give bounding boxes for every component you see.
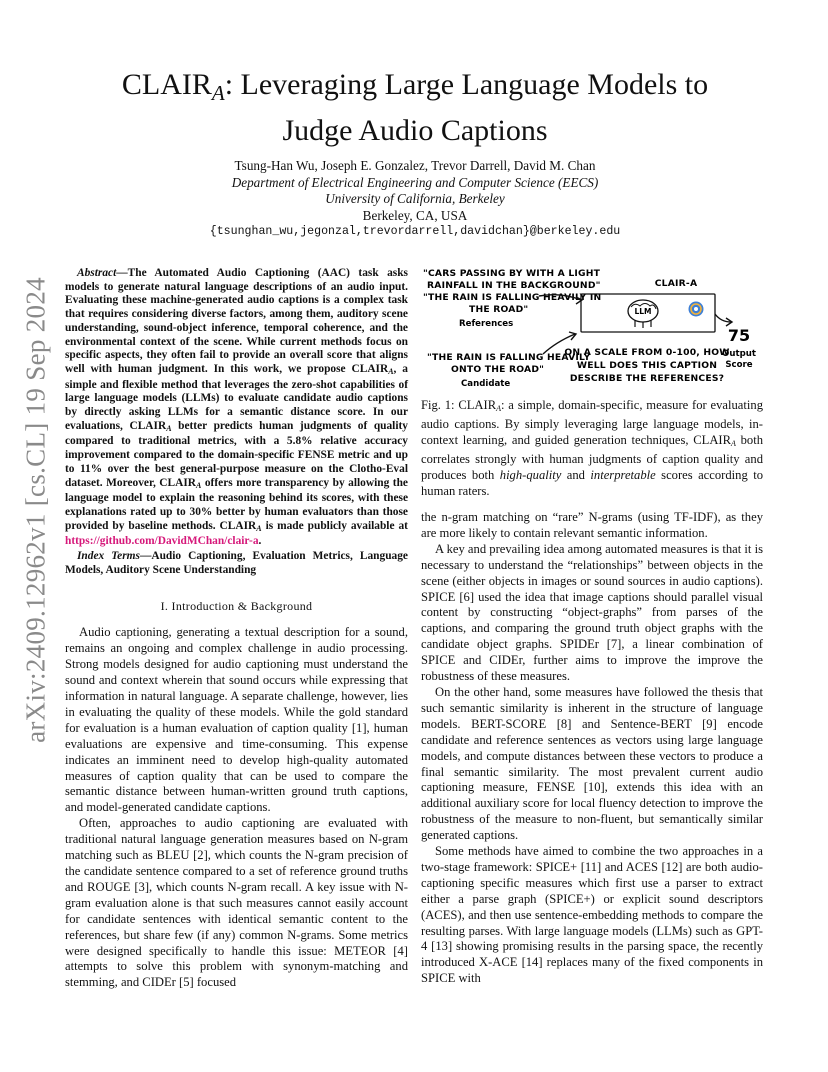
output-label-1: Output (722, 349, 756, 359)
ref-quote-line-3: "THE RAIN IS FALLING HEAVILY IN (423, 292, 602, 303)
right-paragraph-1: the n-gram matching on “rare” N-grams (using TF-IDF), as they are more likely to contain relevant semantic information. (421, 510, 763, 540)
figure-diagram (421, 262, 763, 394)
references-label: References (459, 319, 514, 329)
abstract-text-4: offers more transparency by allowing the language model to explain the reasoning behind its scores, with these explanations rated up to 30% better by human evaluators than those provided by baseline methods. CLAIR (65, 476, 408, 532)
title-line-2: Judge Audio Captions (282, 114, 548, 147)
index-terms-label: Index Terms (77, 550, 140, 563)
cand-quote-line-1: "THE RAIN IS FALLING HEAVILY (427, 352, 591, 363)
caption-text-2: both correlates strongly with human judgments of caption quality and produces both (421, 432, 764, 482)
clair-box-title: CLAIR-A (654, 278, 698, 289)
candidate-label: Candidate (461, 379, 511, 389)
author-location: Berkeley, CA, USA (362, 207, 468, 223)
cand-quote-line-2: ONTO THE ROAD" (451, 364, 545, 375)
title-rest: : Leveraging Large Language Models to (224, 68, 709, 101)
title-line-1 (60, 66, 770, 112)
arxiv-id: arXiv:2409.12962v1 [cs.CL] 19 Sep 2024 (20, 277, 51, 743)
abstract-text-6: . (258, 535, 262, 548)
prompt-line-3: DESCRIBE THE REFERENCES? (569, 373, 725, 384)
figure-1 (421, 262, 763, 394)
abstract-sub-2: A (166, 423, 172, 433)
output-score: 75 (727, 326, 751, 345)
author-department: Department of Electrical Engineering and Computer Science (EECS) (231, 174, 599, 190)
abstract-text-3: better predicts human judgments of quality compared to traditional metrics, with a 5.8% relative accuracy improvement compared to the domain-specific FENSE metric and up to 11% over the best general-purpose measure on the Clotho-Eval dataset. Moreover, CLAIR (65, 419, 408, 489)
right-paragraph-2: A key and prevailing idea among automated measures is that it is necessary to understand the “relationships” between objects in the scene (either objects in images or sound sources in audio captions). SPICE [6] used the idea that image captions should parallel visual content by constructing “object-graphs” from parses of the captions, and comparing the ground truth object graphs with the candidate object graphs. SPIDEr [7], a linear combination of SPICE and CIDEr, further aims to improve the improve the robustness of these measures. (421, 541, 763, 684)
intro-paragraph-1: Audio captioning, generating a textual description for a sound, remains an ongoing and complex challenge in audio processing. Strong models designed for audio captioning must understand the sound and context wherein that sound occurs while expressing that information in natural language. A separate challenge, however, lies in evaluating the quality of these models. While the gold standard for evaluation is a human evaluation of caption quality [1], human evaluations are expensive and time-consuming. This expense indicates an imminent need to develop high-quality automated measures of caption quality that can be used to compare the semantic distance between human-written ground truth captions, and model-generated candidate captions. (65, 625, 408, 815)
index-terms-text: —Audio Captioning, Evaluation Metrics, Language Models, Auditory Scene Understanding (65, 550, 408, 576)
author-emails: {tsunghan_wu,jegonzal,trevordarrell,davidchan}@berkeley.edu (209, 225, 621, 238)
right-paragraph-4: Some methods have aimed to combine the two approaches in a two-stage framework: SPICE+ [11] and ACES [12] are both audio-captioning specific measures which first use a parser to extract either a parse graph (SPICE+) or explicit sound descriptors (ACES), and then use sentence-embedding methods to compare the resulting parses. With large language models (LLMs) such as GPT-4 [13] showing promising results in the parsing space, the recently introduced X-ACE [14] replaces many of the fixed components in SPICE with (421, 844, 763, 986)
abstract-text-1: —The Automated Audio Captioning (AAC) task asks models to generate natural language descriptions of an audio input. Evaluating these machine-generated audio captions is a complex task that requires considering diverse factors, among them, auditory scene understanding, sound-object inference, temporal coherence, and the environmental context of the scene. While current methods focus on specific aspects, they often fail to provide an overall score that aligns well with human judgment. In this work, we propose CLAIR (65, 267, 408, 375)
arxiv-watermark (14, 250, 58, 770)
github-link[interactable]: https://github.com/DavidMChan/clair-a (65, 535, 259, 548)
section-heading: I. Introduction & Background (160, 599, 313, 614)
llm-label: LLM (634, 307, 652, 316)
title-subscript: A (211, 81, 225, 105)
prompt-line-2: WELL DOES THIS CAPTION (576, 360, 718, 371)
caption-high-quality: high-quality (499, 467, 562, 482)
abstract (65, 267, 408, 549)
abstract-sub-1: A (388, 366, 394, 376)
caption-sub-2: A (731, 438, 736, 448)
caption-label: Fig. 1: CLAIR (421, 398, 497, 412)
output-label-2: Score (725, 360, 753, 370)
caption-text-3: and (561, 467, 591, 482)
author-block (60, 158, 770, 241)
ref-quote-line-1: "CARS PASSING BY WITH A LIGHT (423, 268, 601, 279)
figure-caption (421, 398, 763, 499)
openai-logo-icon (689, 302, 704, 317)
abstract-sub-3: A (196, 480, 202, 490)
abstract-text-5: is made publicly available at (261, 519, 408, 532)
abstract-label: Abstract (77, 267, 117, 279)
abstract-text-2: , a simple and flexible method that leverages the zero-shot capabilities of large language models (LLMs) to evaluate candidate audio captions by directly asking LLMs for a semantic distance score. In our evaluations, CLAIR (65, 362, 408, 432)
intro-paragraph-2: Often, approaches to audio captioning are evaluated with traditional natural language generation measures based on N-gram matching such as BLEU [2], which counts the N-gram precision of the candidate sentence compared to a set of reference ground truths and ROUGE [3], which counts N-gram recall. A key issue with N-gram evaluation alone is that such measures cannot easily account for candidate sentences with identical semantic content to the references, but share few (if any) common N-grams. Some metrics were designed specifically to handle this issue: METEOR [4] attempts to solve this problem with synonym-matching and stemming, and CIDEr [5] focused (65, 816, 408, 990)
paper-title (60, 66, 770, 150)
ref-quote-line-4: THE ROAD" (469, 304, 529, 315)
left-column (65, 267, 408, 991)
caption-interpretable: interpretable (590, 467, 656, 482)
prompt-line-1: ON A SCALE FROM 0-100, HOW (564, 347, 730, 358)
title-clair: CLAIR (121, 68, 212, 101)
index-terms (65, 550, 408, 577)
author-university: University of California, Berkeley (325, 191, 505, 206)
caption-sub-1: A (496, 404, 502, 413)
author-names: Tsung-Han Wu, Joseph E. Gonzalez, Trevor Darrell, David M. Chan (234, 158, 596, 173)
output-arrow (715, 314, 731, 322)
caption-text-4: scores according to human raters. (421, 467, 763, 498)
caption-text-1: : a simple, domain-specific, measure for evaluating audio captions. By simply leveraging large language models, in-context learning, and guided generation techniques, CLAIR (421, 398, 763, 447)
ref-quote-line-2: RAINFALL IN THE BACKGROUND" (427, 280, 601, 291)
right-column (421, 510, 763, 987)
right-paragraph-3: On the other hand, some measures have followed the thesis that such semantic similarity is inherent in the structure of language models. BERT-SCORE [8] and Sentence-BERT [9] encode candidate and reference sentences as vectors using large language models, and compute distances between these vectors to produce a final semantic similarity. The most prevalent current audio captioning measure, FENSE [10], extends this idea with an additional auxiliary score for local fluency detection to improve the robustness of the measure to non-fluent, but semantically similar generated captions. (421, 684, 763, 843)
abstract-sub-4: A (256, 523, 262, 533)
